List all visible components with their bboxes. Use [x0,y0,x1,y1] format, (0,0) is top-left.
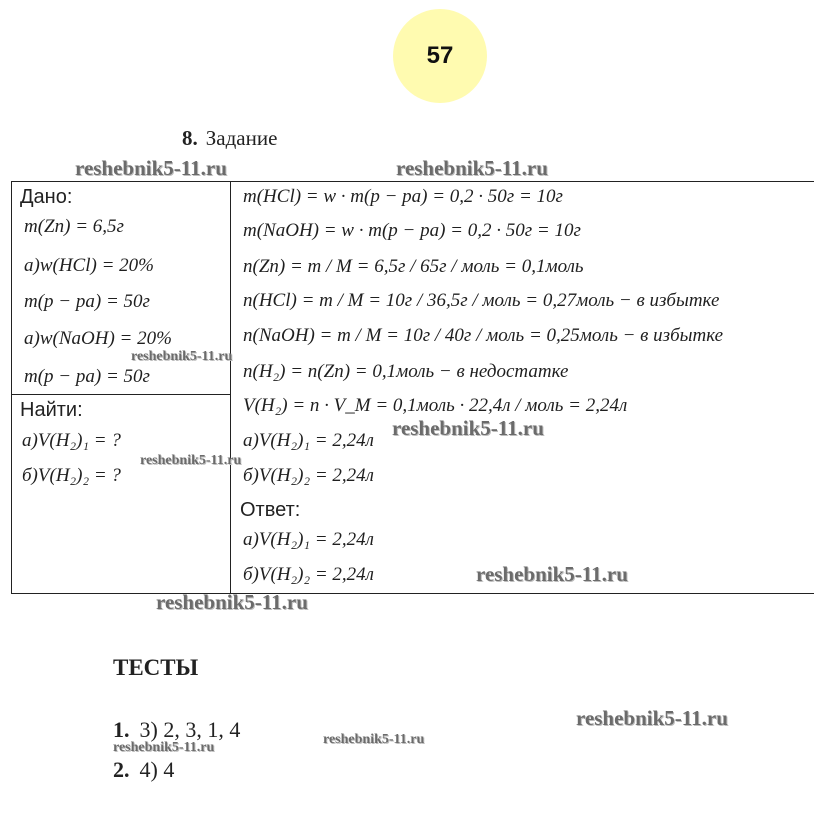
find-line: б)V(H₂)₂ = ? [22,465,121,486]
task-title-text: Задание [205,126,278,150]
watermark: reshebnik5-11.ru [392,416,544,440]
given-line: m(Zn) = 6,5г [24,216,124,237]
task-number: 8. [182,126,198,150]
watermark: reshebnik5-11.ru [476,562,628,586]
solution-line: n(H₂) = n(Zn) = 0,1моль − в недостатке [243,361,569,382]
given-line: m(p − pa) = 50г [24,291,150,312]
watermark: reshebnik5-11.ru [140,453,242,468]
watermark: reshebnik5-11.ru [156,590,308,614]
watermark: reshebnik5-11.ru [576,706,728,730]
test-answer [113,757,174,783]
watermark: reshebnik5-11.ru [396,156,548,180]
find-header: Найти: [20,399,83,421]
find-line: а)V(H₂)₁ = ? [22,430,121,451]
page-number: 57 [426,42,454,69]
given-line: а)w(HCl) = 20% [24,255,154,276]
solution-line: V(H₂) = n · V_M = 0,1моль · 22,4л / моль = 2,24л [243,395,628,416]
table-row-divider [11,394,230,395]
task-title [182,126,277,151]
page-number-badge [393,9,487,103]
solution-line: а)V(H₂)₁ = 2,24л [243,430,374,451]
table-column-divider [230,181,231,593]
solution-line: m(HCl) = w · m(p − pa) = 0,2 · 50г = 10г [243,186,563,207]
solution-line: б)V(H₂)₂ = 2,24л [243,465,374,486]
answer-line: б)V(H₂)₂ = 2,24л [243,564,374,585]
answer-header: Ответ: [240,499,301,521]
tests-title: ТЕСТЫ [113,655,199,680]
given-header: Дано: [20,186,73,208]
given-line: m(p − pa) = 50г [24,366,150,387]
test-answer-text: 4) 4 [139,757,175,782]
watermark: reshebnik5-11.ru [131,349,233,364]
watermark: reshebnik5-11.ru [323,732,425,747]
solution-line: n(HCl) = m / M = 10г / 36,5г / моль = 0,27моль − в избытке [243,290,720,311]
solution-line: n(NaOH) = m / M = 10г / 40г / моль = 0,25моль − в избытке [243,325,724,346]
solution-line: n(Zn) = m / M = 6,5г / 65г / моль = 0,1моль [243,256,584,277]
test-number: 1. [113,717,130,742]
test-answer-text: 3) 2, 3, 1, 4 [139,717,241,742]
answer-line: а)V(H₂)₁ = 2,24л [243,529,374,550]
test-number: 2. [113,757,130,782]
watermark: reshebnik5-11.ru [113,740,215,755]
solution-line: m(NaOH) = w · m(p − pa) = 0,2 · 50г = 10г [243,220,581,241]
watermark: reshebnik5-11.ru [75,156,227,180]
given-line: а)w(NaOH) = 20% [24,328,172,349]
